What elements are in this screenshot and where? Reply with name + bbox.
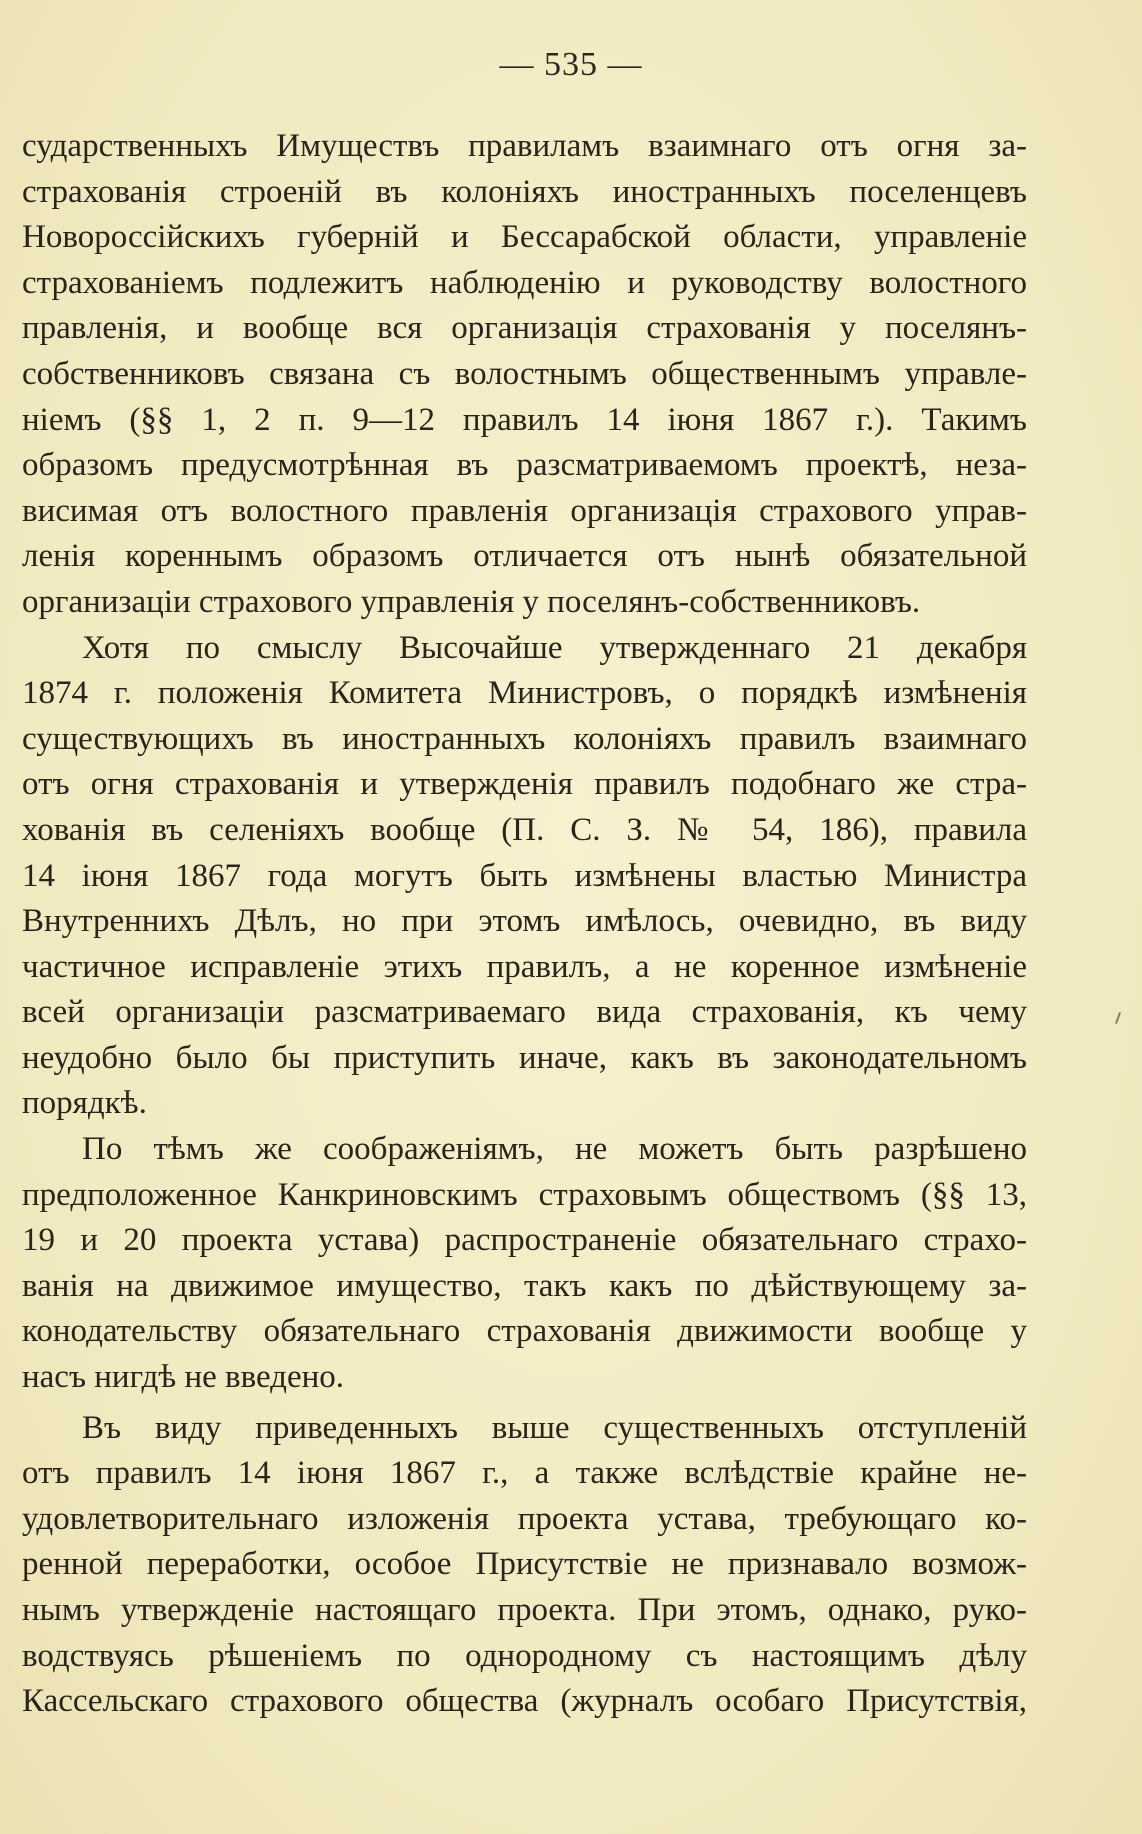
- text-line: 14 іюня 1867 года могутъ быть измѣнены властью Министра: [22, 857, 1027, 894]
- margin-mark: [1115, 1012, 1121, 1024]
- text-line: конодательству обязательнаго страхованія движимости вообще у: [22, 1313, 1027, 1350]
- text-line: существующихъ въ иностранныхъ колоніяхъ правилъ взаимнаго: [22, 720, 1027, 757]
- text-line: висимая отъ волостного правленія организація страхового управ-: [22, 492, 1027, 529]
- text-line: Хотя по смыслу Высочайше утвержденнаго 21 декабря: [82, 629, 1027, 666]
- text-line: удовлетворительнаго изложенія проекта устава, требующаго ко-: [22, 1500, 1027, 1537]
- page-number: — 535 —: [499, 46, 643, 83]
- text-line: неудобно было бы приступить иначе, какъ въ законодательномъ: [22, 1039, 1027, 1076]
- text-line: порядкѣ.: [22, 1085, 147, 1122]
- text-line: По тѣмъ же соображеніямъ, не можетъ быть разрѣшено: [82, 1131, 1027, 1168]
- text-line: ванія на движимое имущество, такъ какъ по дѣйствующему за-: [22, 1267, 1027, 1304]
- text-line: Въ виду приведенныхъ выше существенныхъ отступленій: [82, 1409, 1027, 1446]
- text-line: Кассельскаго страхового общества (журналъ особаго Присутствія,: [22, 1683, 1027, 1720]
- text-line: 1874 г. положенія Комитета Министровъ, о порядкѣ измѣненія: [22, 675, 1027, 712]
- text-line: сударственныхъ Имуществъ правиламъ взаимнаго отъ огня за-: [22, 128, 1027, 164]
- text-line: собственниковъ связана съ волостнымъ общественнымъ управле-: [22, 355, 1027, 392]
- text-line: частичное исправленіе этихъ правилъ, а не коренное измѣненіе: [22, 948, 1027, 985]
- body-text: [22, 124, 1027, 1725]
- text-line: насъ нигдѣ не введено.: [22, 1359, 345, 1396]
- text-line: хованія въ селеніяхъ вообще (П. С. З. № 54, 186), правила: [22, 811, 1027, 848]
- text-line: ренной переработки, особое Присутствіе не признавало возмож-: [22, 1546, 1027, 1583]
- text-line: водствуясь рѣшеніемъ по однородному съ настоящимъ дѣлу: [22, 1637, 1027, 1674]
- text-line: отъ правилъ 14 іюня 1867 г., а также вслѣдствіе крайне не-: [22, 1455, 1027, 1492]
- text-line: Новороссійскихъ губерній и Бессарабской области, управленіе: [22, 219, 1027, 256]
- text-line: предположенное Канкриновскимъ страховымъ обществомъ (§§ 13,: [22, 1176, 1027, 1213]
- text-line: Внутреннихъ Дѣлъ, но при этомъ имѣлось, очевидно, въ виду: [22, 903, 1027, 940]
- text-line: организаціи страхового управленія у поселянъ-собственниковъ.: [22, 583, 921, 620]
- text-line: ленія кореннымъ образомъ отличается отъ нынѣ обязательной: [22, 538, 1027, 575]
- text-line: страхованіемъ подлежитъ наблюденію и руководству волостного: [22, 264, 1027, 301]
- text-line: страхованія строеній въ колоніяхъ иностранныхъ поселенцевъ: [22, 173, 1027, 210]
- text-line: образомъ предусмотрѣнная въ разсматриваемомъ проектѣ, неза-: [22, 447, 1027, 484]
- text-line: правленія, и вообще вся организація страхованія у поселянъ-: [22, 310, 1027, 347]
- text-line: ніемъ (§§ 1, 2 п. 9—12 правилъ 14 іюня 1867 г.). Такимъ: [22, 401, 1027, 438]
- text-line: нымъ утвержденіе настоящаго проекта. При этомъ, однако, руко-: [22, 1592, 1027, 1628]
- text-line: 19 и 20 проекта устава) распространеніе обязательнаго страхо-: [22, 1222, 1027, 1259]
- text-line: всей организаціи разсматриваемаго вида страхованія, къ чему: [22, 994, 1027, 1031]
- text-line: отъ огня страхованія и утвержденія правилъ подобнаго же стра-: [22, 766, 1027, 803]
